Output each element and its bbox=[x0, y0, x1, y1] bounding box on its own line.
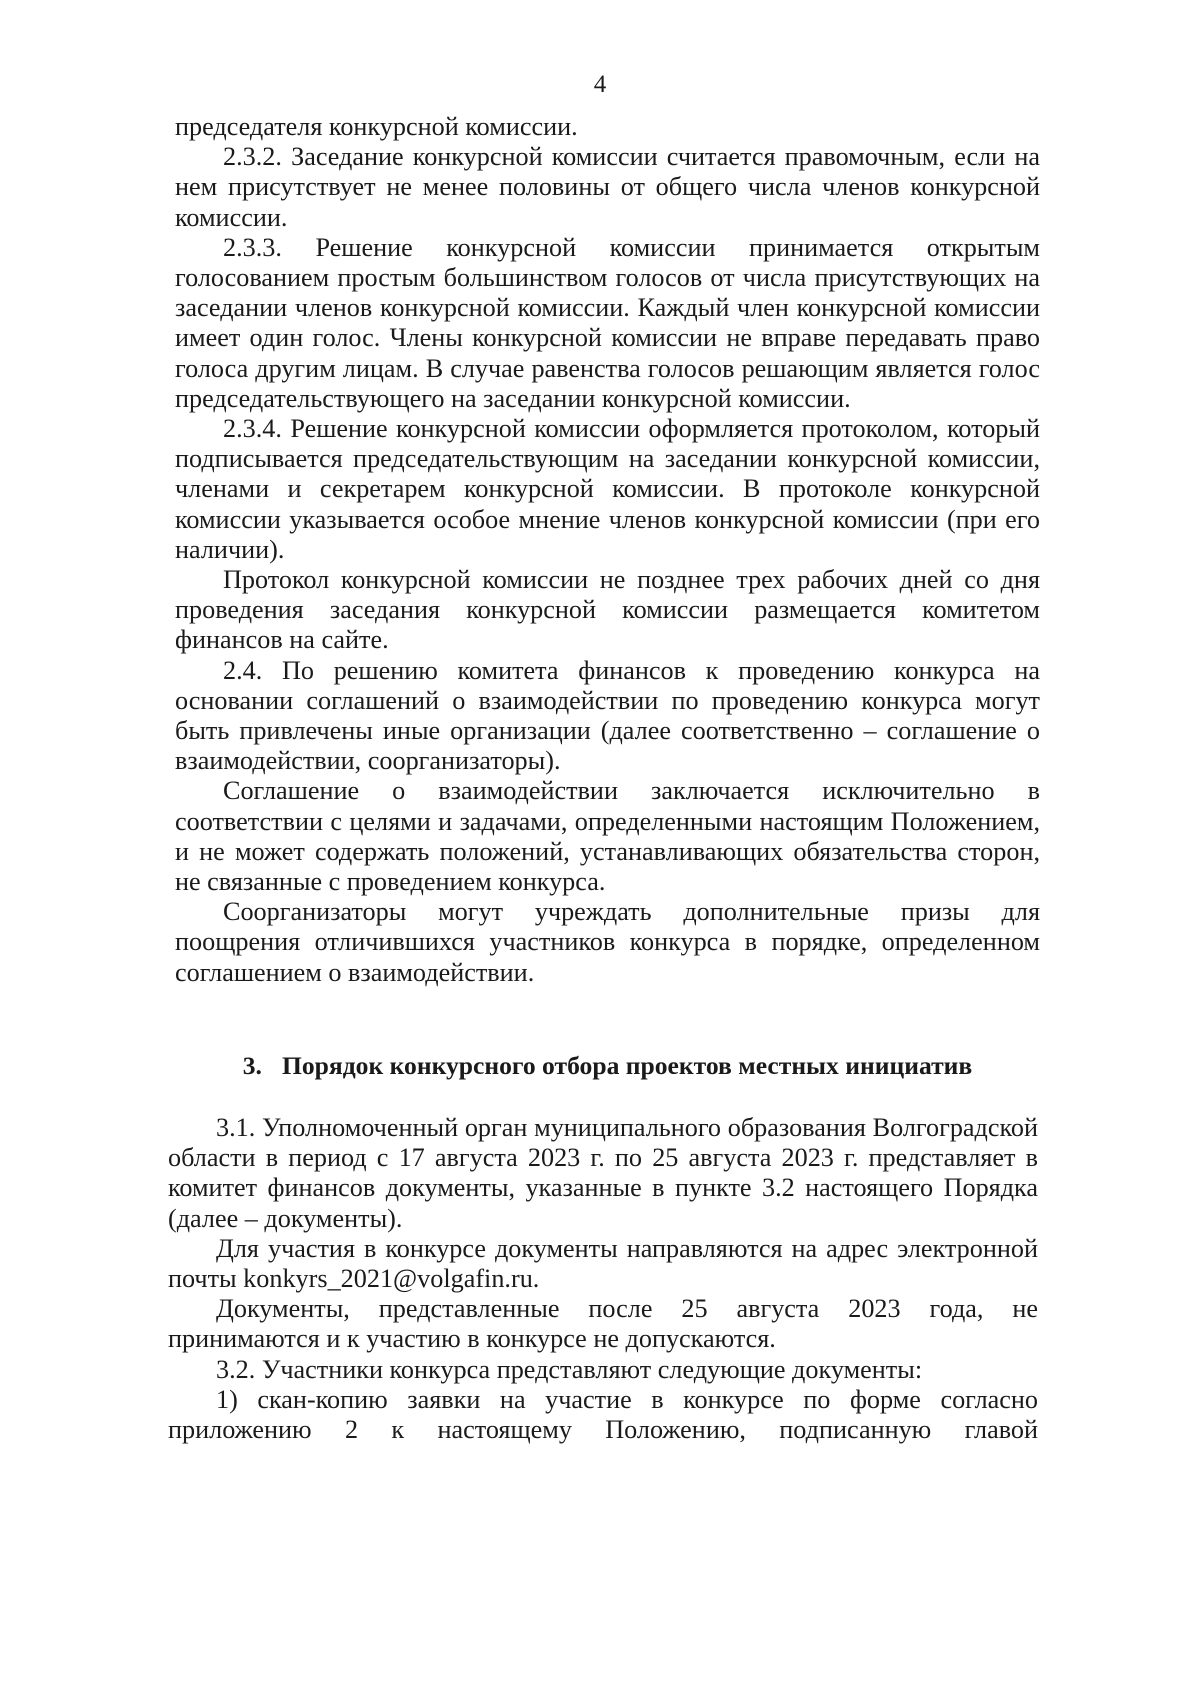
section-3-body bbox=[168, 1113, 1038, 1445]
paragraph-protocol: Протокол конкурсной комиссии не позднее трех рабочих дней со дня проведения заседания конкурсной комиссии размещается комитетом финансов на сайте. bbox=[175, 565, 1040, 655]
section-title: Порядок конкурсного отбора проектов местных инициатив bbox=[281, 1051, 973, 1080]
paragraph-2-3-3: 2.3.3. Решение конкурсной комиссии принимается открытым голосованием простым большинством голосов от числа присутствующих на заседании членов конкурсной комиссии. Каждый член конкурсной комиссии имеет один голос. Члены конкурсной комиссии не вправе передавать право голоса другим лицам. В случае равенства голосов решающим является голос председательствующего на заседании конкурсной комиссии. bbox=[175, 232, 1040, 413]
page-number: 4 bbox=[593, 71, 607, 98]
paragraph-agreement: Соглашение о взаимодействии заключается исключительно в соответствии с целями и задачами, определенными настоящим Положением, и не может содержать положений, устанавливающих обязательства сторон, не связанные с проведением конкурса. bbox=[175, 776, 1040, 897]
paragraph-email: Для участия в конкурсе документы направляются на адрес электронной почты konkyrs_2021@volgafin.ru. bbox=[168, 1233, 1038, 1294]
paragraph-deadline: Документы, представленные после 25 августа 2023 года, не принимаются и к участию в конкурсе не допускаются. bbox=[168, 1294, 1038, 1354]
paragraph-3-2: 3.2. Участники конкурса представляют следующие документы: bbox=[216, 1354, 923, 1384]
paragraph-3-1: 3.1. Уполномоченный орган муниципального образования Волгоградской области в период с 17 августа 2023 г. по 25 августа 2023 г. представляет в комитет финансов документы, указанные в пункте 3.2 настоящего Порядка (далее – документы). bbox=[168, 1113, 1038, 1233]
list-item-1: 1) скан-копию заявки на участие в конкурсе по форме согласно приложению 2 к настоящему Положению, подписанную главой bbox=[168, 1384, 1038, 1445]
section-number: 3. bbox=[242, 1051, 262, 1080]
paragraph-2-4: 2.4. По решению комитета финансов к проведению конкурса на основании соглашений о взаимодействии по проведению конкурса могут быть привлечены иные организации (далее соответственно – соглашение о взаимодействии, соорганизаторы). bbox=[175, 655, 1040, 776]
paragraph-2-3-2: 2.3.2. Заседание конкурсной комиссии считается правомочным, если на нем присутствует не менее половины от общего числа членов конкурсной комиссии. bbox=[175, 142, 1040, 232]
paragraph-co-organizers: Соорганизаторы могут учреждать дополнительные призы для поощрения отличившихся участников конкурса в порядке, определенном соглашением о взаимодействии. bbox=[175, 897, 1040, 987]
paragraph: председателя конкурсной комиссии. bbox=[175, 112, 578, 141]
body-text bbox=[175, 112, 1040, 988]
section-heading bbox=[175, 1050, 1040, 1082]
paragraph-2-3-4: 2.3.4. Решение конкурсной комиссии оформляется протоколом, который подписывается председательствующим на заседании конкурсной комиссии, членами и секретарем конкурсной комиссии. В протоколе конкурсной комиссии указывается особое мнение членов конкурсной комиссии (при его наличии). bbox=[175, 414, 1040, 564]
